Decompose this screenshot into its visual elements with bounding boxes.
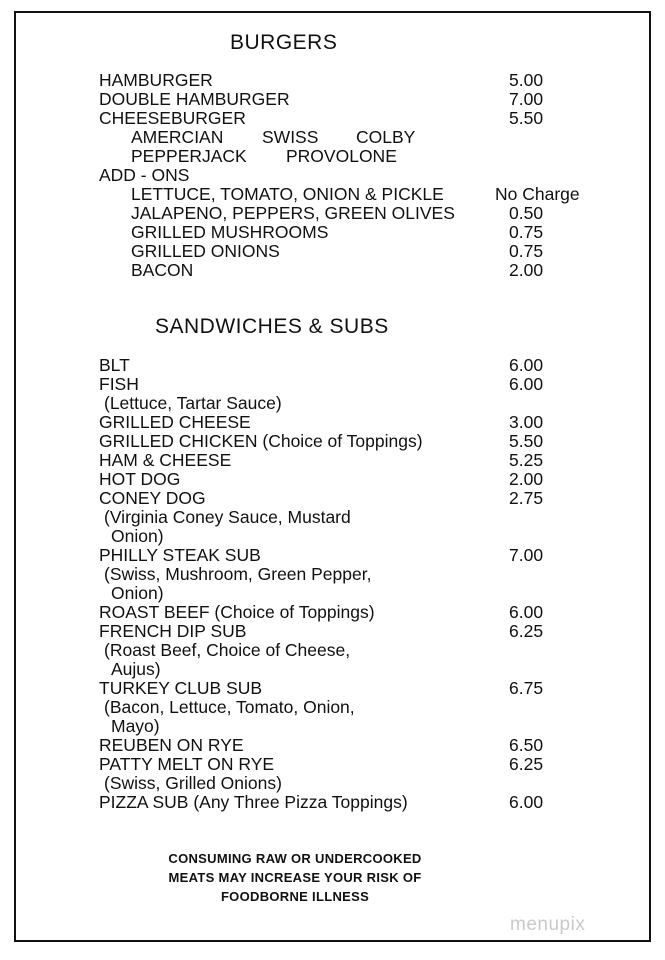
cheese-option: AMERCIAN bbox=[131, 127, 224, 147]
warning-line: CONSUMING RAW OR UNDERCOOKED bbox=[168, 851, 422, 866]
menu-item-description-row bbox=[0, 507, 665, 527]
menu-item-description-row bbox=[0, 583, 665, 603]
item-price: 5.50 bbox=[509, 431, 544, 451]
item-name: PIZZA SUB (Any Three Pizza Toppings) bbox=[99, 792, 408, 812]
menu-item-row bbox=[0, 488, 665, 508]
warning-line: MEATS MAY INCREASE YOUR RISK OF bbox=[168, 870, 422, 885]
item-price: 2.75 bbox=[509, 488, 544, 508]
item-price: 6.75 bbox=[509, 678, 544, 698]
item-price: 7.00 bbox=[509, 89, 544, 109]
burgers-heading: BURGERS bbox=[230, 31, 338, 54]
addon-name: LETTUCE, TOMATO, ONION & PICKLE bbox=[131, 184, 444, 204]
addon-row bbox=[0, 260, 665, 280]
item-price: 2.00 bbox=[509, 469, 544, 489]
item-price: 7.00 bbox=[509, 545, 544, 565]
menu-item-row bbox=[0, 469, 665, 489]
addon-row bbox=[0, 222, 665, 242]
item-price: 5.25 bbox=[509, 450, 544, 470]
item-name: TURKEY CLUB SUB bbox=[99, 678, 263, 698]
addon-price: 0.75 bbox=[509, 222, 544, 242]
menu-item-row bbox=[0, 355, 665, 375]
item-description: Onion) bbox=[111, 526, 164, 546]
addon-name: BACON bbox=[131, 260, 194, 280]
item-price: 6.25 bbox=[509, 754, 544, 774]
item-description: (Swiss, Mushroom, Green Pepper, bbox=[104, 564, 372, 584]
item-name: FISH bbox=[99, 374, 139, 394]
menu-item-row bbox=[0, 545, 665, 565]
menu-item-description-row bbox=[0, 773, 665, 793]
addon-name: GRILLED ONIONS bbox=[131, 241, 280, 261]
menupix-watermark: menupix bbox=[510, 914, 586, 935]
menu-item-row bbox=[0, 735, 665, 755]
item-name: HAM & CHEESE bbox=[99, 450, 232, 470]
addon-name: JALAPENO, PEPPERS, GREEN OLIVES bbox=[131, 203, 455, 223]
item-price: 5.50 bbox=[509, 108, 544, 128]
menu-item-row bbox=[0, 412, 665, 432]
menu-item-description-row bbox=[0, 716, 665, 736]
cheese-options-row bbox=[0, 146, 665, 166]
item-price: 3.00 bbox=[509, 412, 544, 432]
item-description: (Bacon, Lettuce, Tomato, Onion, bbox=[104, 697, 355, 717]
food-safety-warning bbox=[0, 849, 590, 906]
sandwiches-heading: SANDWICHES & SUBS bbox=[155, 315, 389, 338]
item-description: (Virginia Coney Sauce, Mustard bbox=[104, 507, 351, 527]
addon-price: 0.50 bbox=[509, 203, 544, 223]
cheese-option: COLBY bbox=[356, 127, 416, 147]
cheese-option: PEPPERJACK bbox=[131, 146, 247, 166]
item-name: BLT bbox=[99, 355, 130, 375]
item-name: REUBEN ON RYE bbox=[99, 735, 244, 755]
addon-row bbox=[0, 184, 665, 204]
menu-item-description-row bbox=[0, 564, 665, 584]
menu-item-row bbox=[0, 678, 665, 698]
item-description: (Roast Beef, Choice of Cheese, bbox=[104, 640, 351, 660]
addon-row bbox=[0, 241, 665, 261]
item-price: 6.00 bbox=[509, 355, 544, 375]
addon-price: 0.75 bbox=[509, 241, 544, 261]
menu-item-row bbox=[0, 70, 665, 90]
menu-item-description-row bbox=[0, 659, 665, 679]
item-price: 6.00 bbox=[509, 374, 544, 394]
menu-item-description-row bbox=[0, 697, 665, 717]
cheese-options-row bbox=[0, 127, 665, 147]
menu-item-row bbox=[0, 89, 665, 109]
item-name: HOT DOG bbox=[99, 469, 181, 489]
item-name: DOUBLE HAMBURGER bbox=[99, 89, 290, 109]
addon-name: GRILLED MUSHROOMS bbox=[131, 222, 329, 242]
item-name: HAMBURGER bbox=[99, 70, 213, 90]
item-description: Aujus) bbox=[111, 659, 161, 679]
menu-item-row bbox=[0, 450, 665, 470]
menu-item-row bbox=[0, 108, 665, 128]
addons-label-row bbox=[0, 165, 665, 185]
menu-item-row bbox=[0, 602, 665, 622]
menu-item-row bbox=[0, 374, 665, 394]
cheese-option: SWISS bbox=[262, 127, 319, 147]
menu-item-row bbox=[0, 754, 665, 774]
item-name: GRILLED CHICKEN (Choice of Toppings) bbox=[99, 431, 423, 451]
item-name: PATTY MELT ON RYE bbox=[99, 754, 275, 774]
addon-price: 2.00 bbox=[509, 260, 544, 280]
item-price: 6.00 bbox=[509, 792, 544, 812]
item-price: 6.50 bbox=[509, 735, 544, 755]
item-description: Mayo) bbox=[111, 716, 160, 736]
cheese-option: PROVOLONE bbox=[286, 146, 397, 166]
item-name: GRILLED CHEESE bbox=[99, 412, 251, 432]
item-description: Onion) bbox=[111, 583, 164, 603]
addons-label: ADD - ONS bbox=[99, 165, 190, 185]
addon-row bbox=[0, 203, 665, 223]
item-price: 6.25 bbox=[509, 621, 544, 641]
item-name: ROAST BEEF (Choice of Toppings) bbox=[99, 602, 375, 622]
menu-item-description-row bbox=[0, 393, 665, 413]
menu-item-row bbox=[0, 792, 665, 812]
item-price: 6.00 bbox=[509, 602, 544, 622]
menu-item-row bbox=[0, 621, 665, 641]
item-name: PHILLY STEAK SUB bbox=[99, 545, 261, 565]
item-price: 5.00 bbox=[509, 70, 544, 90]
item-name: FRENCH DIP SUB bbox=[99, 621, 247, 641]
item-description: (Lettuce, Tartar Sauce) bbox=[104, 393, 282, 413]
item-description: (Swiss, Grilled Onions) bbox=[104, 773, 282, 793]
menu-item-description-row bbox=[0, 526, 665, 546]
item-name: CHEESEBURGER bbox=[99, 108, 246, 128]
menu-item-description-row bbox=[0, 640, 665, 660]
addon-price: No Charge bbox=[495, 184, 580, 204]
menu-item-row bbox=[0, 431, 665, 451]
item-name: CONEY DOG bbox=[99, 488, 206, 508]
warning-line: FOODBORNE ILLNESS bbox=[220, 889, 370, 904]
